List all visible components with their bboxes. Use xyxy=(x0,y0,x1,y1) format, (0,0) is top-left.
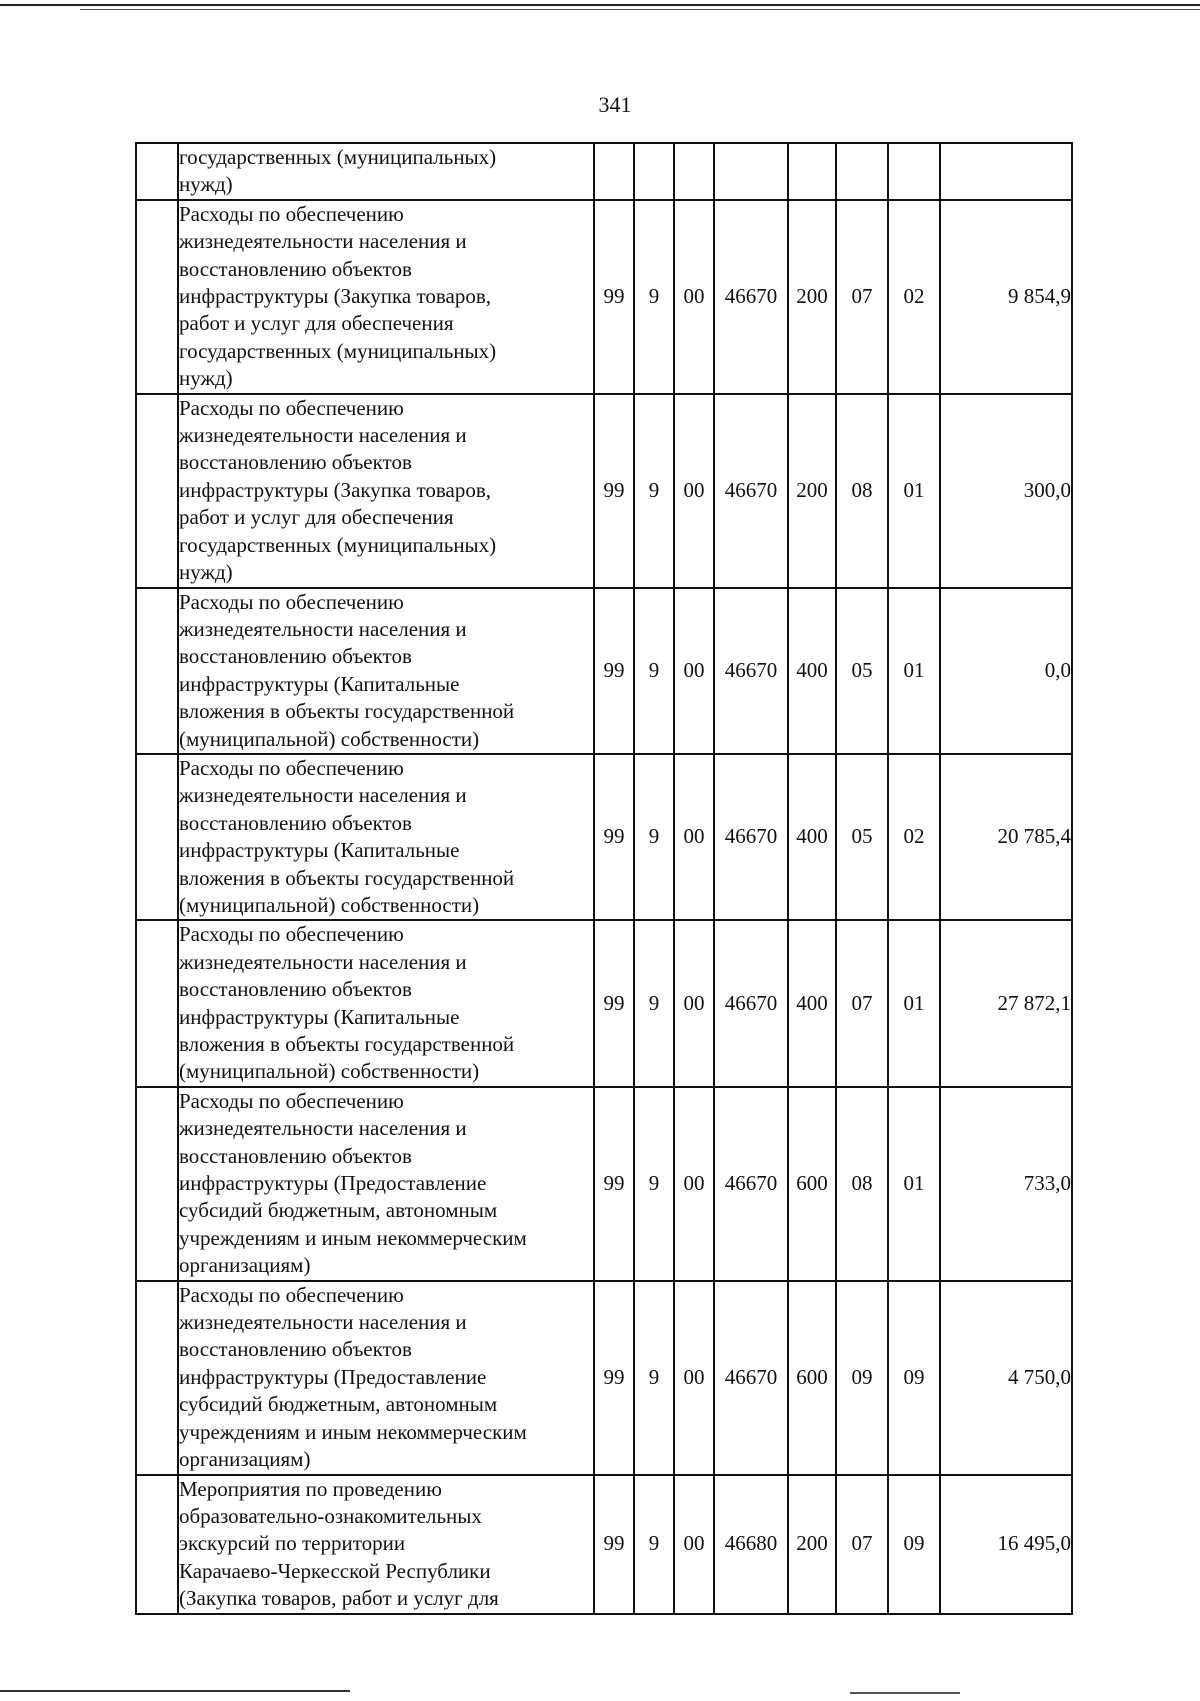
code-section: 07 xyxy=(836,200,888,394)
code-item: 46670 xyxy=(714,1087,788,1281)
table-row xyxy=(136,588,1072,754)
description-line: образовательно-ознакомительных xyxy=(179,1503,482,1528)
code-direction: 00 xyxy=(674,1475,714,1614)
code-subprogram: 9 xyxy=(634,1087,674,1281)
description-line: (муниципальной) собственности) xyxy=(179,892,480,917)
row-amount: 16 495,0 xyxy=(940,1475,1072,1614)
code-section: 07 xyxy=(836,920,888,1086)
row-description xyxy=(178,1475,594,1614)
description-line: вложения в объекты государственной xyxy=(179,1032,515,1056)
row-description xyxy=(178,1281,594,1475)
code-direction: 00 xyxy=(674,754,714,920)
row-description xyxy=(178,588,594,754)
code-subprogram: 9 xyxy=(634,394,674,588)
description-line: Расходы по обеспечению xyxy=(179,395,404,420)
row-amount: 733,0 xyxy=(940,1087,1072,1281)
scan-top-rule-secondary xyxy=(80,9,1200,10)
row-amount: 27 872,1 xyxy=(940,920,1072,1086)
description-line: восстановлению объектов xyxy=(179,977,412,1002)
description-line: экскурсий по территории xyxy=(179,1531,406,1556)
description-line: жизнедеятельности населения и xyxy=(179,1310,467,1335)
code-direction: 00 xyxy=(674,1281,714,1475)
description-line: Расходы по обеспечению xyxy=(179,589,404,614)
code-program: 99 xyxy=(594,754,634,920)
description-line: Расходы по обеспечению xyxy=(179,922,404,947)
code-item: 46680 xyxy=(714,1475,788,1614)
row-amount: 20 785,4 xyxy=(940,754,1072,920)
description-line: жизнедеятельности населения и xyxy=(179,1116,467,1141)
row-description xyxy=(178,754,594,920)
code-item: 46670 xyxy=(714,394,788,588)
code-direction xyxy=(674,143,714,200)
description-line: инфраструктуры (Капитальные xyxy=(179,671,460,696)
table-row xyxy=(136,394,1072,588)
code-subsection: 01 xyxy=(888,588,940,754)
code-subsection: 02 xyxy=(888,754,940,920)
code-expense-type: 400 xyxy=(788,588,836,754)
row-amount xyxy=(940,143,1072,200)
code-expense-type: 600 xyxy=(788,1087,836,1281)
code-program: 99 xyxy=(594,1281,634,1475)
description-line: вложения в объекты государственной xyxy=(179,865,515,890)
row-description xyxy=(178,920,594,1086)
description-line: вложения в объекты государственной xyxy=(179,699,515,724)
description-line: нужд) xyxy=(179,172,233,197)
description-line: инфраструктуры (Закупка товаров, xyxy=(179,477,492,502)
row-description xyxy=(178,394,594,588)
description-line: восстановлению объектов xyxy=(179,450,412,475)
table-row xyxy=(136,1281,1072,1475)
description-line: государственных (муниципальных) xyxy=(179,532,497,557)
table-row xyxy=(136,143,1072,200)
description-line: восстановлению объектов xyxy=(179,810,412,835)
code-subprogram xyxy=(634,143,674,200)
code-subsection: 09 xyxy=(888,1281,940,1475)
scan-bottom-rule-secondary xyxy=(850,1692,960,1694)
code-expense-type: 400 xyxy=(788,754,836,920)
code-expense-type xyxy=(788,143,836,200)
table-row xyxy=(136,920,1072,1086)
code-item: 46670 xyxy=(714,200,788,394)
table-row xyxy=(136,754,1072,920)
scan-bottom-rule xyxy=(0,1690,350,1692)
code-direction: 00 xyxy=(674,1087,714,1281)
row-description xyxy=(178,143,594,200)
row-blank-cell xyxy=(136,920,178,1086)
row-blank-cell xyxy=(136,1475,178,1614)
row-amount: 300,0 xyxy=(940,394,1072,588)
description-line: инфраструктуры (Предоставление xyxy=(179,1171,487,1196)
code-subsection xyxy=(888,143,940,200)
code-section: 05 xyxy=(836,588,888,754)
description-line: инфраструктуры (Капитальные xyxy=(179,1004,460,1029)
description-line: работ и услуг для обеспечения xyxy=(179,505,454,530)
table-row xyxy=(136,200,1072,394)
code-item: 46670 xyxy=(714,920,788,1086)
description-line: учреждениям и иным некоммерческим xyxy=(179,1419,527,1444)
description-line: организациям) xyxy=(179,1447,311,1472)
scan-top-rule xyxy=(0,4,1200,6)
description-line: инфраструктуры (Предоставление xyxy=(179,1364,487,1389)
row-amount: 0,0 xyxy=(940,588,1072,754)
code-section: 08 xyxy=(836,1087,888,1281)
description-line: восстановлению объектов xyxy=(179,644,412,669)
code-program: 99 xyxy=(594,394,634,588)
code-subsection: 09 xyxy=(888,1475,940,1614)
code-subsection: 01 xyxy=(888,1087,940,1281)
code-subsection: 01 xyxy=(888,394,940,588)
code-program: 99 xyxy=(594,200,634,394)
code-expense-type: 200 xyxy=(788,1475,836,1614)
description-line: Карачаево-Черкесской Республики xyxy=(179,1558,491,1583)
code-subprogram: 9 xyxy=(634,754,674,920)
page-number: 341 xyxy=(598,92,632,117)
code-direction: 00 xyxy=(674,200,714,394)
code-subprogram: 9 xyxy=(634,920,674,1086)
description-line: жизнедеятельности населения и xyxy=(179,783,467,808)
code-item xyxy=(714,143,788,200)
code-item: 46670 xyxy=(714,588,788,754)
code-program: 99 xyxy=(594,1475,634,1614)
code-section: 08 xyxy=(836,394,888,588)
table-row xyxy=(136,1475,1072,1614)
code-expense-type: 200 xyxy=(788,200,836,394)
row-blank-cell xyxy=(136,200,178,394)
row-blank-cell xyxy=(136,394,178,588)
description-line: государственных (муниципальных) xyxy=(179,145,497,169)
code-section: 07 xyxy=(836,1475,888,1614)
description-line: восстановлению объектов xyxy=(179,1143,412,1168)
description-line: субсидий бюджетным, автономным xyxy=(179,1198,498,1223)
description-line: инфраструктуры (Капитальные xyxy=(179,838,460,863)
description-line: Расходы по обеспечению xyxy=(179,1282,404,1307)
row-blank-cell xyxy=(136,1087,178,1281)
description-line: (муниципальной) собственности) xyxy=(179,1059,480,1084)
description-line: нужд) xyxy=(179,366,233,391)
description-line: восстановлению объектов xyxy=(179,256,412,281)
description-line: Расходы по обеспечению xyxy=(179,201,404,226)
code-expense-type: 600 xyxy=(788,1281,836,1475)
description-line: (Закупка товаров, работ и услуг для xyxy=(179,1586,499,1611)
description-line: субсидий бюджетным, автономным xyxy=(179,1392,498,1417)
description-line: инфраструктуры (Закупка товаров, xyxy=(179,284,492,309)
row-blank-cell xyxy=(136,754,178,920)
description-line: восстановлению объектов xyxy=(179,1337,412,1362)
code-item: 46670 xyxy=(714,754,788,920)
code-section xyxy=(836,143,888,200)
description-line: жизнедеятельности населения и xyxy=(179,949,467,974)
row-blank-cell xyxy=(136,143,178,200)
description-line: (муниципальной) собственности) xyxy=(179,726,480,751)
code-program xyxy=(594,143,634,200)
code-subprogram: 9 xyxy=(634,1281,674,1475)
description-line: нужд) xyxy=(179,560,233,585)
code-subsection: 02 xyxy=(888,200,940,394)
row-amount: 9 854,9 xyxy=(940,200,1072,394)
description-line: Мероприятия по проведению xyxy=(179,1476,442,1501)
code-subprogram: 9 xyxy=(634,1475,674,1614)
budget-table xyxy=(135,142,1073,1615)
code-section: 09 xyxy=(836,1281,888,1475)
code-item: 46670 xyxy=(714,1281,788,1475)
code-subsection: 01 xyxy=(888,920,940,1086)
code-program: 99 xyxy=(594,1087,634,1281)
description-line: учреждениям и иным некоммерческим xyxy=(179,1225,527,1250)
description-line: организациям) xyxy=(179,1253,311,1278)
code-program: 99 xyxy=(594,920,634,1086)
code-program: 99 xyxy=(594,588,634,754)
code-direction: 00 xyxy=(674,394,714,588)
description-line: государственных (муниципальных) xyxy=(179,338,497,363)
row-blank-cell xyxy=(136,1281,178,1475)
description-line: жизнедеятельности населения и xyxy=(179,423,467,448)
budget-table-body xyxy=(136,143,1072,1614)
description-line: Расходы по обеспечению xyxy=(179,1088,404,1113)
description-line: жизнедеятельности населения и xyxy=(179,616,467,641)
row-description xyxy=(178,1087,594,1281)
row-amount: 4 750,0 xyxy=(940,1281,1072,1475)
description-line: жизнедеятельности населения и xyxy=(179,229,467,254)
code-expense-type: 200 xyxy=(788,394,836,588)
code-expense-type: 400 xyxy=(788,920,836,1086)
row-description xyxy=(178,200,594,394)
code-direction: 00 xyxy=(674,588,714,754)
code-section: 05 xyxy=(836,754,888,920)
row-blank-cell xyxy=(136,588,178,754)
code-direction: 00 xyxy=(674,920,714,1086)
description-line: работ и услуг для обеспечения xyxy=(179,311,454,336)
code-subprogram: 9 xyxy=(634,200,674,394)
table-row xyxy=(136,1087,1072,1281)
code-subprogram: 9 xyxy=(634,588,674,754)
description-line: Расходы по обеспечению xyxy=(179,755,404,780)
